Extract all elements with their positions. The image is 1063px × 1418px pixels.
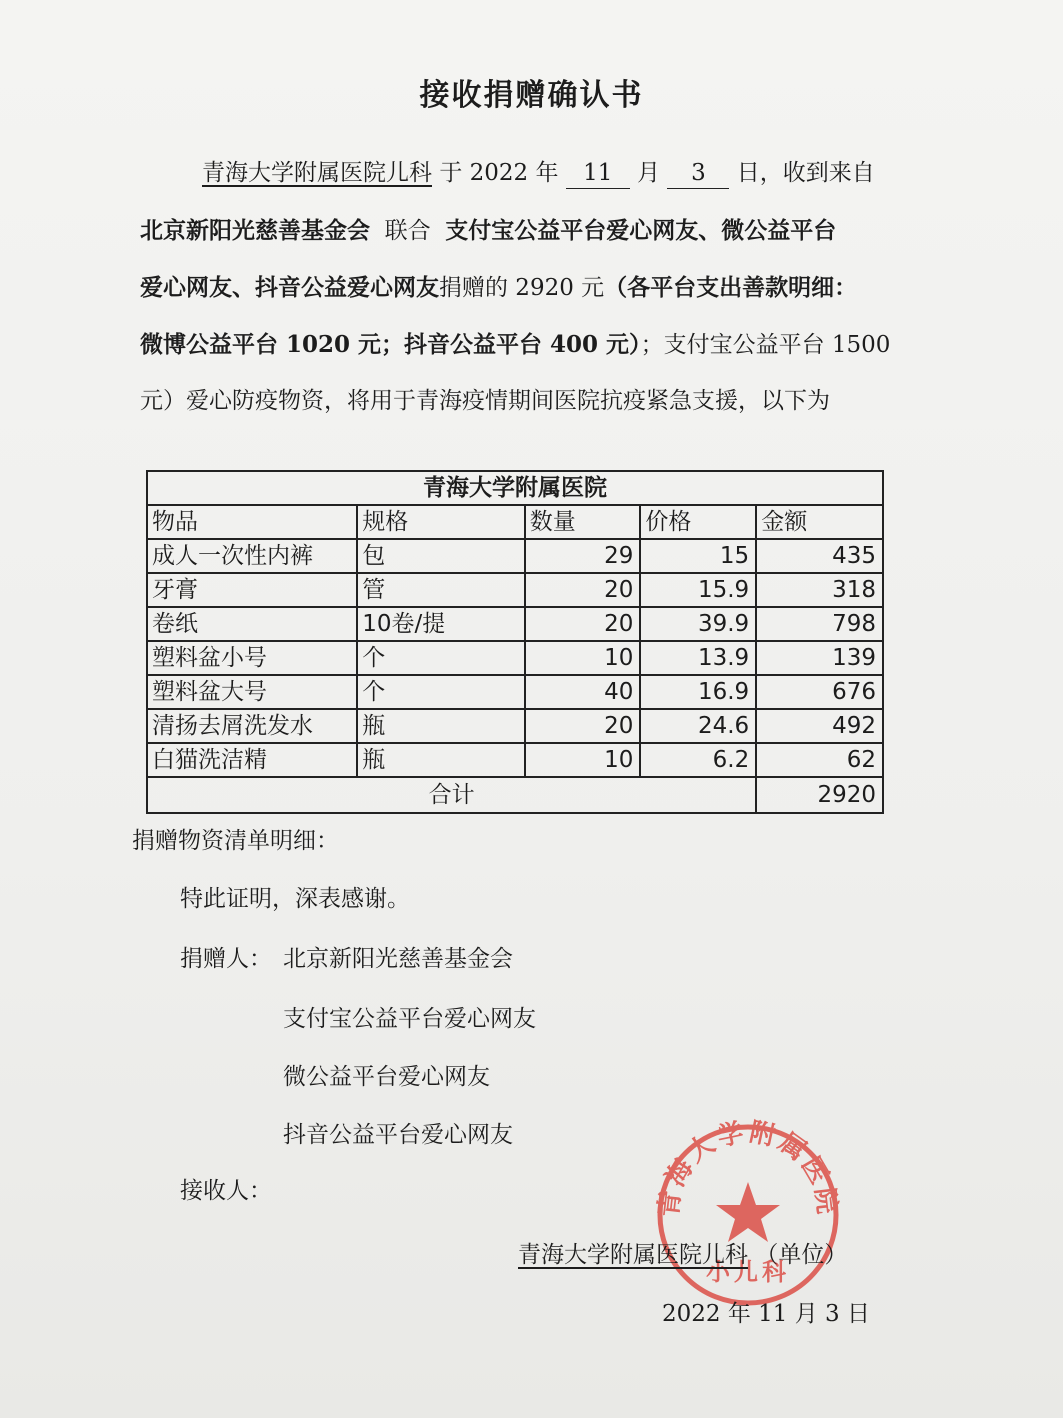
cell-price: 39.9 bbox=[640, 607, 756, 641]
cell-amount: 676 bbox=[756, 675, 883, 709]
cell-qty: 20 bbox=[525, 573, 641, 607]
table-total-row bbox=[147, 777, 883, 813]
table-row bbox=[147, 641, 883, 675]
intro-paragraph bbox=[140, 145, 900, 430]
table-title: 青海大学附属医院 bbox=[147, 471, 883, 505]
cell-item: 牙膏 bbox=[147, 573, 357, 607]
signature-date: 2022 年 11 月 3 日 bbox=[662, 1301, 870, 1327]
header-amount: 金额 bbox=[756, 505, 883, 539]
signature-unit-suffix: （单位） bbox=[755, 1242, 848, 1268]
cell-amount: 435 bbox=[756, 539, 883, 573]
cell-amount: 62 bbox=[756, 743, 883, 777]
table-row bbox=[147, 539, 883, 573]
cell-amount: 318 bbox=[756, 573, 883, 607]
detail-alipay: ；支付宝公益平台 1500 bbox=[640, 332, 891, 358]
date-prefix: 于 2022 年 bbox=[439, 160, 559, 186]
header-spec: 规格 bbox=[357, 505, 524, 539]
cell-amount: 798 bbox=[756, 607, 883, 641]
day-value: 3 bbox=[667, 158, 729, 189]
cell-item: 塑料盆小号 bbox=[147, 641, 357, 675]
donor-item: 北京新阳光慈善基金会 bbox=[283, 946, 513, 972]
cell-item: 卷纸 bbox=[147, 607, 357, 641]
cell-price: 16.9 bbox=[640, 675, 756, 709]
day-suffix: 日，收到来自 bbox=[736, 160, 875, 186]
table-row bbox=[147, 573, 883, 607]
cell-spec: 管 bbox=[357, 573, 524, 607]
cell-amount: 139 bbox=[756, 641, 883, 675]
stamp-arc-text: 青海大学附属医院 bbox=[653, 1117, 843, 1219]
stamp-ring bbox=[660, 1127, 836, 1303]
table-title-row bbox=[147, 471, 883, 505]
total-value: 2920 bbox=[756, 777, 883, 813]
cell-price: 13.9 bbox=[640, 641, 756, 675]
header-item: 物品 bbox=[147, 505, 357, 539]
cell-spec: 瓶 bbox=[357, 709, 524, 743]
header-price: 价格 bbox=[640, 505, 756, 539]
table-row bbox=[147, 743, 883, 777]
signature-unit: 青海大学附属医院儿科 bbox=[518, 1242, 748, 1268]
list-detail-label: 捐赠物资清单明细： bbox=[132, 828, 339, 854]
intro-line-4 bbox=[140, 316, 900, 373]
donors-label: 捐赠人： bbox=[180, 946, 272, 972]
thanks-text: 特此证明，深表感谢。 bbox=[180, 886, 410, 912]
table-row bbox=[147, 709, 883, 743]
star-icon bbox=[716, 1182, 780, 1242]
items-table bbox=[146, 470, 884, 814]
table-header-row bbox=[147, 505, 883, 539]
cell-spec: 包 bbox=[357, 539, 524, 573]
donor-item: 支付宝公益平台爱心网友 bbox=[283, 1006, 536, 1032]
donor-main: 北京新阳光慈善基金会 bbox=[140, 217, 370, 244]
official-stamp bbox=[648, 1110, 848, 1310]
cell-item: 清扬去屑洗发水 bbox=[147, 709, 357, 743]
total-label: 合计 bbox=[147, 777, 756, 813]
month-value: 11 bbox=[566, 158, 630, 189]
cell-item: 成人一次性内裤 bbox=[147, 539, 357, 573]
detail-weibo-douyin: 微博公益平台 1020 元；抖音公益平台 400 元） bbox=[140, 331, 641, 358]
intro-line-2 bbox=[140, 202, 900, 259]
cell-qty: 10 bbox=[525, 641, 641, 675]
donor-item: 微公益平台爱心网友 bbox=[283, 1064, 490, 1090]
cell-price: 6.2 bbox=[640, 743, 756, 777]
cell-spec: 10卷/提 bbox=[357, 607, 524, 641]
cell-qty: 40 bbox=[525, 675, 641, 709]
cell-spec: 个 bbox=[357, 641, 524, 675]
partners-line-1: 支付宝公益平台爱心网友、微公益平台 bbox=[445, 217, 837, 244]
cell-price: 15.9 bbox=[640, 573, 756, 607]
cell-price: 24.6 bbox=[640, 709, 756, 743]
header-qty: 数量 bbox=[525, 505, 641, 539]
table-row bbox=[147, 607, 883, 641]
intro-line-1 bbox=[140, 145, 900, 202]
cell-spec: 瓶 bbox=[357, 743, 524, 777]
cell-amount: 492 bbox=[756, 709, 883, 743]
intro-line-5: 元）爱心防疫物资，将用于青海疫情期间医院抗疫紧急支援，以下为 bbox=[140, 388, 830, 414]
cell-qty: 20 bbox=[525, 607, 641, 641]
donor-item: 抖音公益平台爱心网友 bbox=[283, 1122, 513, 1148]
partners-line-2: 爱心网友、抖音公益爱心网友 bbox=[140, 274, 439, 301]
month-suffix: 月 bbox=[637, 160, 661, 186]
cell-spec: 个 bbox=[357, 675, 524, 709]
signature-line bbox=[518, 1236, 847, 1269]
cell-qty: 10 bbox=[525, 743, 641, 777]
cell-item: 白猫洗洁精 bbox=[147, 743, 357, 777]
cell-qty: 29 bbox=[525, 539, 641, 573]
receiver-label: 接收人： bbox=[180, 1178, 272, 1204]
stamp-sub-text: 小儿科 bbox=[706, 1257, 790, 1286]
cell-price: 15 bbox=[640, 539, 756, 573]
joint-word: 联合 bbox=[384, 218, 431, 244]
donated-amount: 捐赠的 2920 元 bbox=[439, 275, 605, 301]
intro-line-3 bbox=[140, 259, 900, 316]
cell-qty: 20 bbox=[525, 709, 641, 743]
cell-item: 塑料盆大号 bbox=[147, 675, 357, 709]
table-row bbox=[147, 675, 883, 709]
document-title: 接收捐赠确认书 bbox=[419, 78, 644, 113]
detail-heading: （各平台支出善款明细： bbox=[604, 274, 858, 301]
recipient-name: 青海大学附属医院儿科 bbox=[202, 160, 432, 186]
